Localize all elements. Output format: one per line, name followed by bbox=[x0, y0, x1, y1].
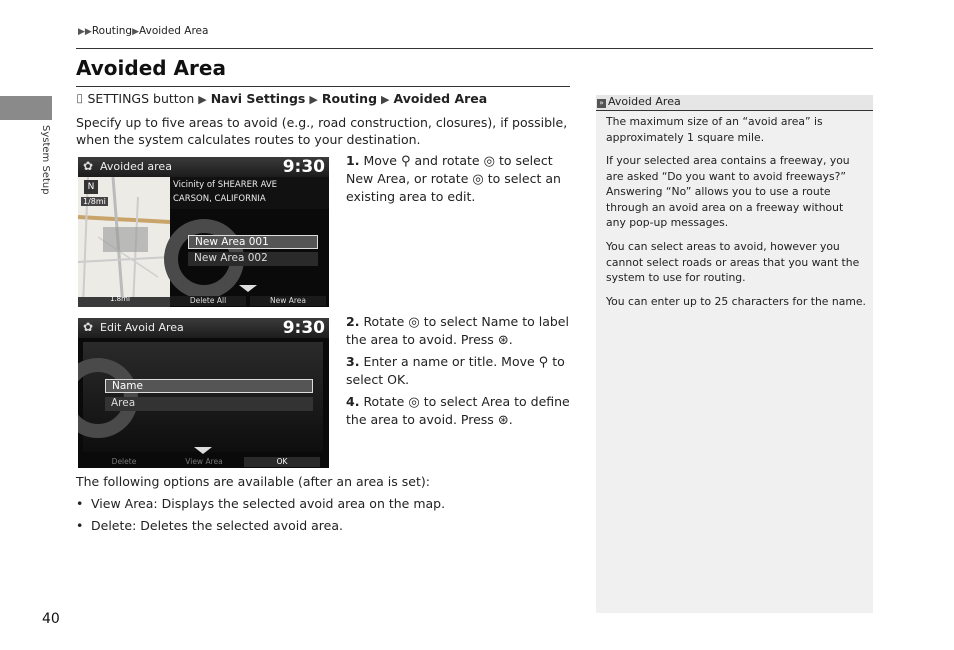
step-option: OK bbox=[387, 372, 406, 387]
note-paragraph: If your selected area contains a freeway, you are asked “Do you want to avoid freeways?” Answering “No” allows you to use a route through an avoid area on a freeway without any pop-up messages. bbox=[606, 154, 850, 229]
note-paragraph: The maximum size of an “avoid area” is approximately 1 square mile. bbox=[606, 115, 823, 144]
menu-path bbox=[76, 91, 487, 107]
option-desc: : Deletes the selected avoid area. bbox=[132, 518, 343, 533]
step-number: 1. bbox=[346, 153, 360, 168]
enter-press-icon: ⊛ bbox=[497, 333, 509, 348]
title-divider bbox=[76, 86, 570, 87]
notes-sidebar bbox=[596, 95, 873, 613]
page-number: 40 bbox=[42, 611, 60, 627]
step-text: Rotate bbox=[363, 394, 405, 409]
header-divider bbox=[76, 48, 873, 49]
step-text: to define the area to avoid. Press bbox=[346, 394, 570, 427]
step-number: 4. bbox=[346, 394, 360, 409]
joystick-move-icon: ⚲ bbox=[538, 355, 549, 370]
intro-paragraph: Specify up to five areas to avoid (e.g., road construction, closures), if possible, when the system calculates routes to your destination. bbox=[76, 115, 568, 147]
note-paragraph: You can enter up to 25 characters for the name. bbox=[606, 295, 866, 308]
step-text: Rotate bbox=[363, 314, 405, 329]
name-item[interactable]: Name bbox=[105, 379, 313, 393]
step-text: Enter a name or title. Move bbox=[363, 354, 535, 369]
step-4 bbox=[346, 393, 570, 429]
path-arrow-icon: ▶ bbox=[198, 93, 207, 106]
notes-heading-text: Avoided Area bbox=[608, 95, 681, 108]
path-avoided-area: Avoided Area bbox=[393, 91, 488, 106]
step-text: to select bbox=[423, 394, 478, 409]
bullet-icon: • bbox=[76, 518, 84, 533]
step-2 bbox=[346, 313, 570, 349]
step-number: 3. bbox=[346, 354, 360, 369]
step-option: Name bbox=[481, 314, 519, 329]
step-text: . bbox=[508, 332, 513, 347]
interface-dial-icon: ◎ bbox=[408, 315, 420, 330]
step-text: to select bbox=[498, 153, 553, 168]
screen-clock: 9:30 bbox=[282, 157, 325, 177]
avoided-area-screen bbox=[78, 157, 329, 307]
new-area-softkey[interactable]: New Area bbox=[250, 296, 326, 306]
breadcrumb-arrows-icon: ▶▶ bbox=[78, 27, 92, 37]
section-side-label: System Setup bbox=[40, 125, 51, 195]
enter-press-icon: ⊛ bbox=[497, 413, 509, 428]
option-term: View Area bbox=[91, 496, 154, 511]
scroll-down-icon bbox=[239, 285, 257, 292]
notes-heading bbox=[596, 95, 873, 111]
step-text: to select an existing area to edit. bbox=[346, 171, 561, 204]
step-text: , or rotate bbox=[406, 171, 469, 186]
interface-dial-icon: ◎ bbox=[472, 172, 484, 187]
path-navi-settings: Navi Settings bbox=[210, 91, 306, 106]
step-text: to select bbox=[423, 314, 478, 329]
area-item[interactable]: Area bbox=[105, 397, 313, 411]
new-area-001-item[interactable]: New Area 001 bbox=[188, 235, 318, 249]
interface-dial-icon: ◎ bbox=[408, 395, 420, 410]
step-option: New Area bbox=[346, 171, 407, 186]
section-tab-marker bbox=[0, 96, 52, 120]
new-area-002-item[interactable]: New Area 002 bbox=[188, 252, 318, 266]
interface-dial-icon: ◎ bbox=[483, 154, 495, 169]
breadcrumb-separator-icon: ▶ bbox=[132, 27, 140, 37]
delete-all-softkey[interactable]: Delete All bbox=[170, 296, 246, 306]
gear-icon: ✿ bbox=[83, 159, 94, 173]
settings-button-icon: ⌷ bbox=[76, 91, 84, 106]
note-paragraph: You can select areas to avoid, however you cannot select roads or areas that you want the system to use for routing. bbox=[606, 240, 860, 284]
option-delete bbox=[76, 518, 343, 533]
breadcrumb-routing-link[interactable]: Routing bbox=[91, 25, 133, 37]
path-start: SETTINGS button bbox=[87, 91, 195, 106]
step-3 bbox=[346, 353, 570, 388]
ok-softkey[interactable]: OK bbox=[244, 457, 320, 467]
gear-icon: ✿ bbox=[83, 320, 94, 334]
step-text: and rotate bbox=[414, 153, 480, 168]
path-routing: Routing bbox=[321, 91, 378, 106]
step-text: to select bbox=[346, 354, 565, 387]
map-scale: 1/8mi bbox=[83, 197, 106, 206]
screen-title: Edit Avoid Area bbox=[100, 321, 184, 334]
bullet-icon: • bbox=[76, 496, 84, 511]
option-desc: : Displays the selected avoid area on the map. bbox=[153, 496, 446, 511]
option-term: Delete bbox=[91, 518, 133, 533]
step-1 bbox=[346, 152, 570, 205]
north-arrow-icon: N bbox=[84, 180, 98, 194]
option-view-area bbox=[76, 496, 445, 511]
scroll-down-icon bbox=[194, 447, 212, 454]
vicinity-line-1: Vicinity of SHEARER AVE bbox=[173, 180, 278, 190]
note-marker-icon: » bbox=[597, 99, 606, 108]
map-thumbnail bbox=[78, 177, 170, 307]
screen-title: Avoided area bbox=[100, 160, 172, 173]
breadcrumb bbox=[78, 25, 208, 37]
path-arrow-icon: ▶ bbox=[381, 93, 390, 106]
step-option: Area bbox=[481, 394, 511, 409]
delete-softkey[interactable]: Delete bbox=[111, 457, 137, 466]
joystick-move-icon: ⚲ bbox=[400, 154, 411, 169]
map-scale-bottom: 1.8mi bbox=[110, 295, 130, 303]
view-area-softkey[interactable]: View Area bbox=[185, 457, 223, 466]
options-intro: The following options are available (after an area is set): bbox=[76, 474, 430, 489]
step-number: 2. bbox=[346, 314, 360, 329]
vicinity-line-2: CARSON, CALIFORNIA bbox=[173, 194, 266, 204]
breadcrumb-current: Avoided Area bbox=[139, 25, 209, 37]
step-text: . bbox=[405, 372, 410, 387]
step-text: to label the area to avoid. Press bbox=[346, 314, 569, 347]
page-title: Avoided Area bbox=[76, 56, 226, 80]
vicinity-panel bbox=[170, 177, 329, 209]
screen-clock: 9:30 bbox=[282, 318, 325, 338]
edit-avoid-area-screen bbox=[78, 318, 329, 468]
step-text: Move bbox=[363, 153, 397, 168]
path-arrow-icon: ▶ bbox=[309, 93, 318, 106]
step-text: . bbox=[508, 412, 513, 427]
